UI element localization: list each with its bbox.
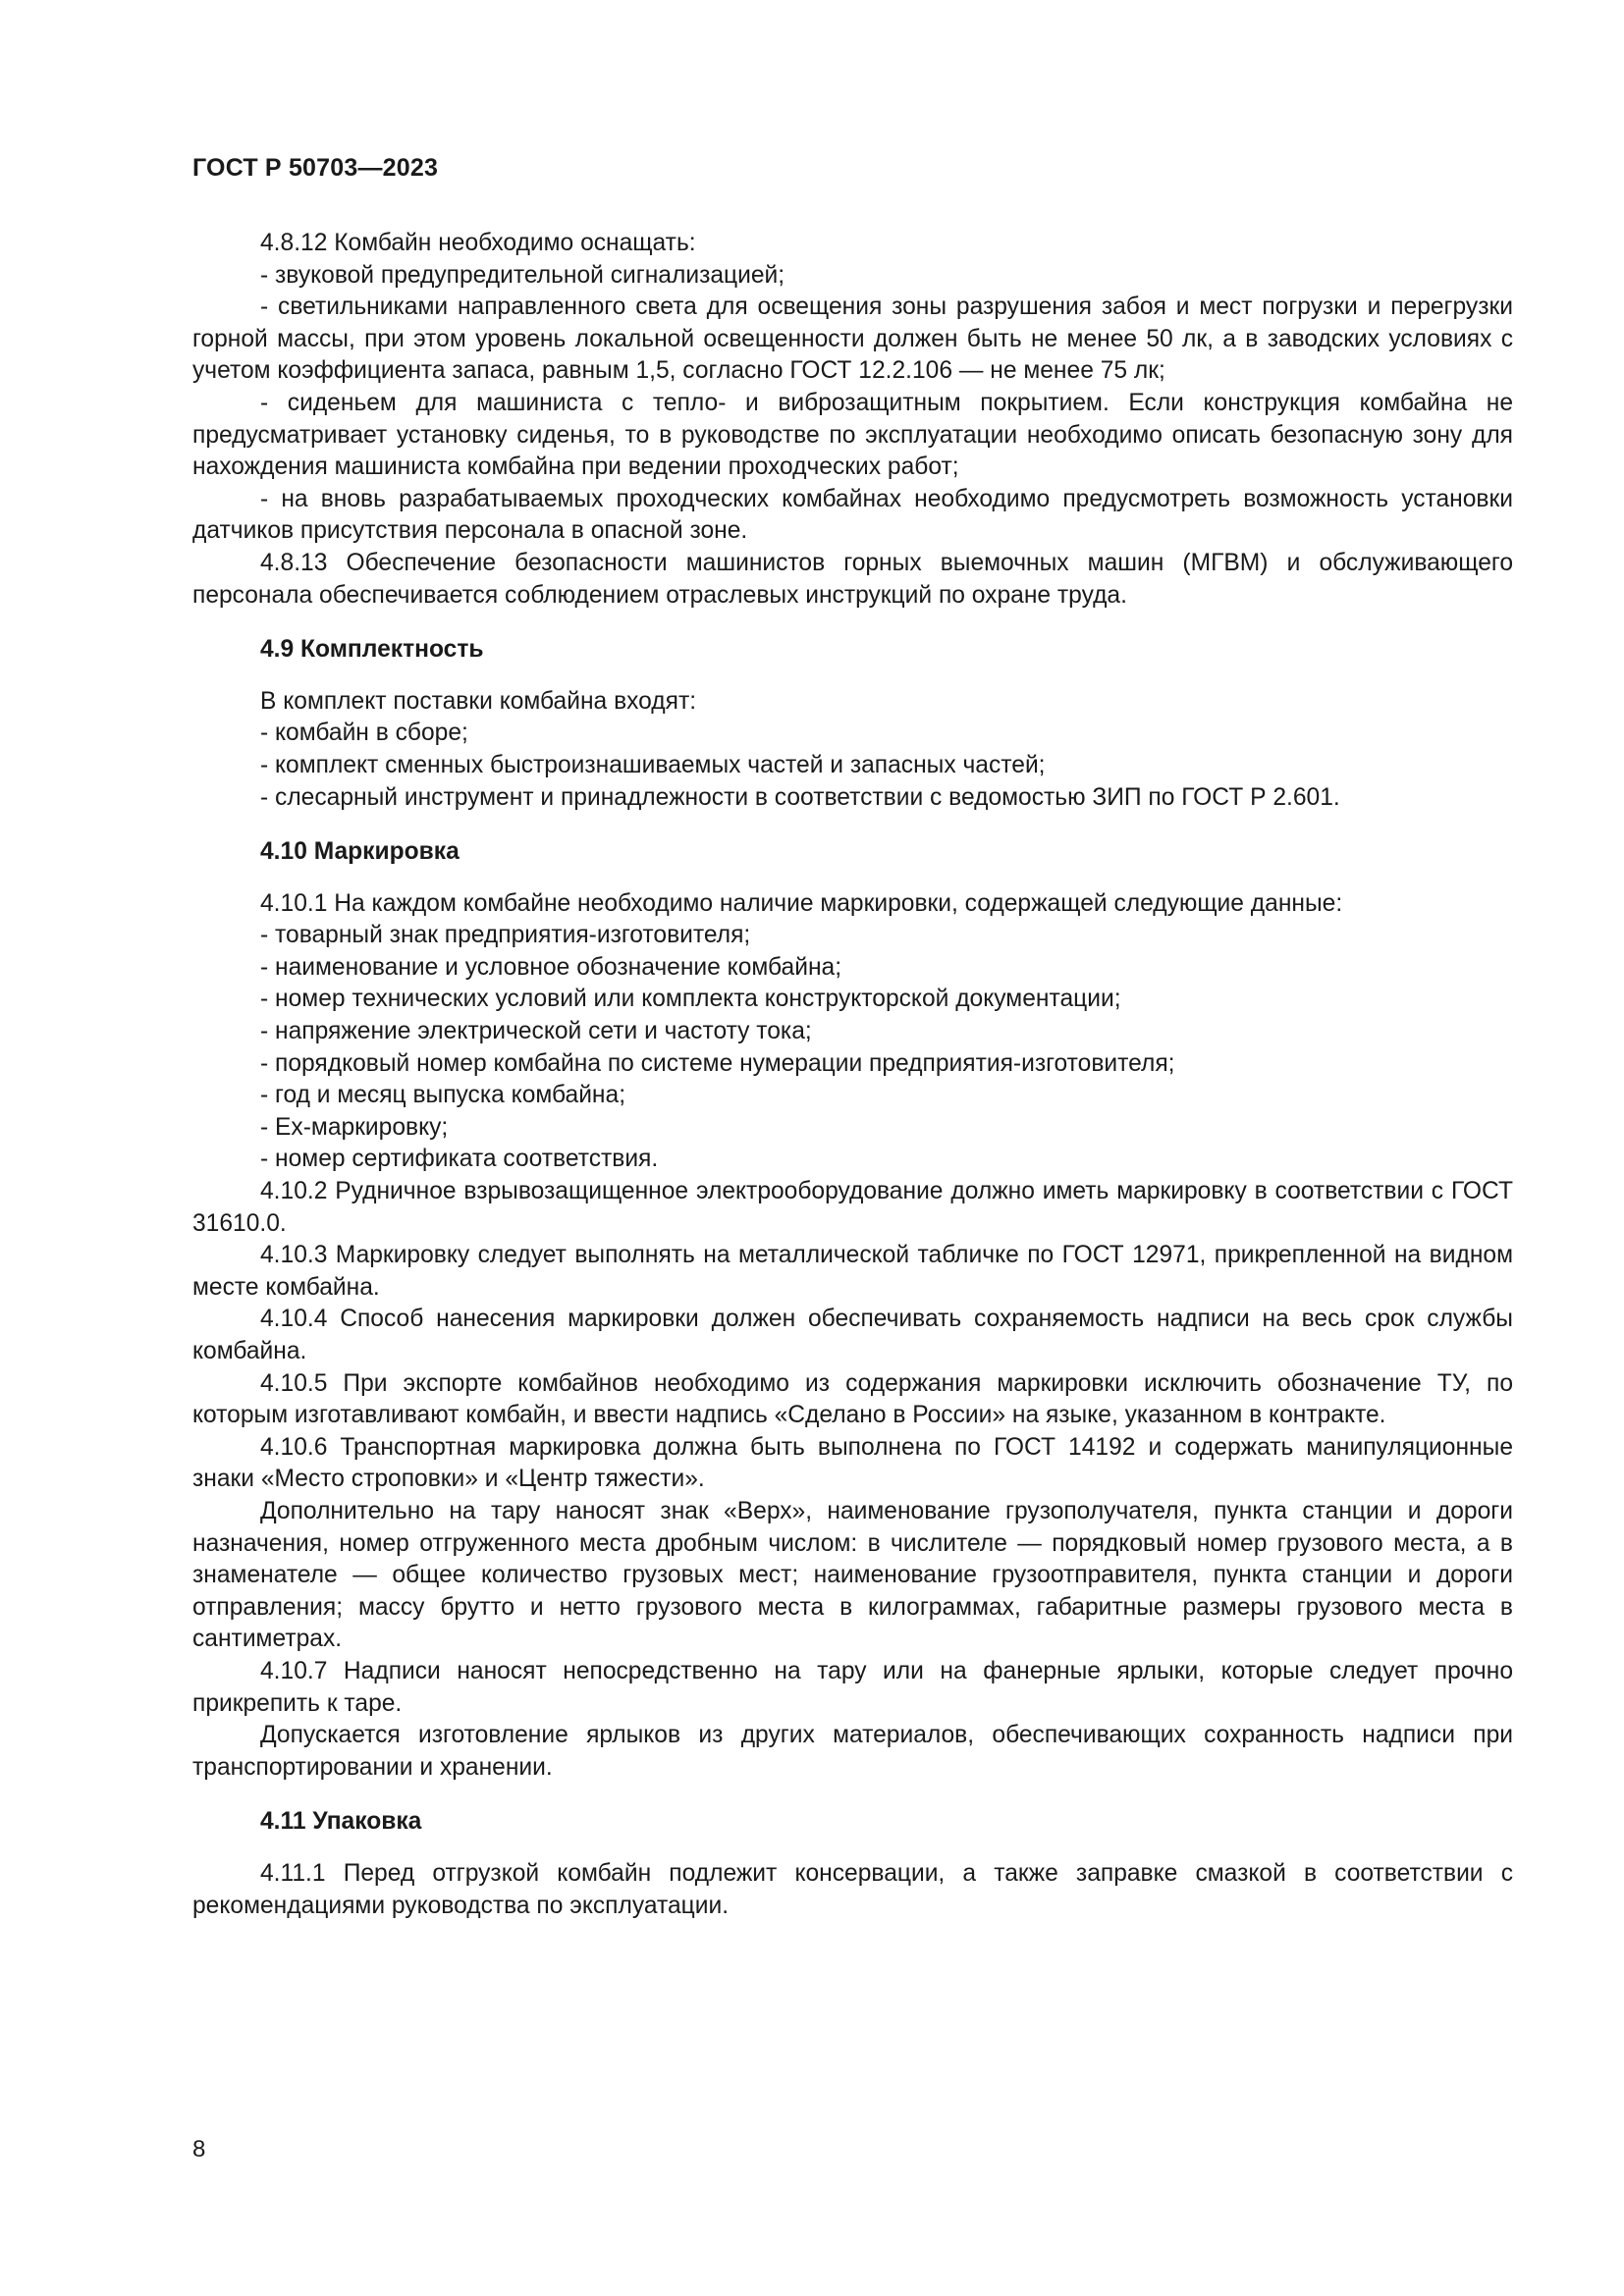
section-heading-4-9: 4.9 Комплектность bbox=[260, 636, 484, 664]
list-item: - на вновь разрабатываемых проходческих комбайнах необходимо предусмотреть возможность установки датчиков присутствия персонала в опасной зоне. bbox=[192, 485, 1513, 545]
list-item: - светильниками направленного света для освещения зоны разрушения забоя и мест погрузки и перегрузки горной массы, при этом уровень локальной освещенности должен быть не менее 50 лк, а в заводских условиях с учетом коэффициента запаса, равным 1,5, согласно ГОСТ 12.2.106 — не менее 75 лк; bbox=[192, 294, 1513, 385]
list-item: - напряжение электрической сети и частоту тока; bbox=[260, 1018, 812, 1045]
list-item: - сиденьем для машиниста с тепло- и виброзащитным покрытием. Если конструкция комбайна не предусматривает установку сиденья, то в руководстве по эксплуатации необходимо описать безопасную зону для нахождения машиниста комбайна при ведении проходческих работ; bbox=[192, 389, 1513, 481]
list-item: - товарный знак предприятия-изготовителя; bbox=[260, 922, 751, 949]
paragraph-4-10-7: 4.10.7 Надписи наносят непосредственно на тару или на фанерные ярлыки, которые следует прочно прикрепить к таре. bbox=[192, 1657, 1513, 1717]
paragraph-4-10-4: 4.10.4 Способ нанесения маркировки должен обеспечивать сохраняемость надписи на весь срок службы комбайна. bbox=[192, 1306, 1513, 1364]
list-item: - звуковой предупредительной сигнализацией; bbox=[260, 261, 785, 289]
list-item: - год и месяц выпуска комбайна; bbox=[260, 1082, 626, 1109]
list-item: - комбайн в сборе; bbox=[260, 720, 468, 747]
document-body bbox=[192, 228, 1513, 1922]
paragraph-4-8-12: 4.8.12 Комбайн необходимо оснащать: bbox=[260, 230, 696, 256]
paragraph-4-10-5: 4.10.5 При экспорте комбайнов необходимо из содержания маркировки исключить обозначение ТУ, по которым изготавливают комбайн, и ввести надпись «Сделано в России» на языке, указанном в контракте. bbox=[192, 1369, 1513, 1429]
list-item: - номер сертификата соответствия. bbox=[260, 1146, 659, 1173]
section-heading-4-11: 4.11 Упаковка bbox=[260, 1808, 422, 1836]
list-item: - комплект сменных быстроизнашиваемых частей и запасных частей; bbox=[260, 751, 1046, 778]
section-heading-4-10: 4.10 Маркировка bbox=[260, 838, 460, 866]
list-item: - номер технических условий или комплекта конструкторской документации; bbox=[260, 986, 1121, 1013]
page-number: 8 bbox=[192, 2136, 206, 2163]
list-item: - наименование и условное обозначение комбайна; bbox=[260, 953, 842, 981]
paragraph-4-10-6: 4.10.6 Транспортная маркировка должна быть выполнена по ГОСТ 14192 и содержать манипуляционные знаки «Место строповки» и «Центр тяжести». bbox=[192, 1433, 1513, 1493]
list-item: - слесарный инструмент и принадлежности в соответствии с ведомостью ЗИП по ГОСТ Р 2.601. bbox=[260, 783, 1340, 811]
list-item: - порядковый номер комбайна по системе нумерации предприятия-изготовителя; bbox=[260, 1049, 1175, 1077]
paragraph: Допускается изготовление ярлыков из других материалов, обеспечивающих сохранность надписи при транспортировании и хранении. bbox=[192, 1722, 1513, 1781]
paragraph-4-11-1: 4.11.1 Перед отгрузкой комбайн подлежит консервации, а также заправке смазкой в соответствии с рекомендациями руководства по эксплуатации. bbox=[192, 1859, 1513, 1919]
paragraph-4-10-2: 4.10.2 Рудничное взрывозащищенное электрооборудование должно иметь маркировку в соответствии с ГОСТ 31610.0. bbox=[192, 1178, 1513, 1237]
paragraph: Дополнительно на тару наносят знак «Верх», наименование грузополучателя, пункта станции и дороги назначения, номер отгруженного места дробным числом: в числителе — порядковый номер грузового места, а в знаменателе — общее количество грузовых мест; наименование грузоотправителя, пункта станции и дороги отправления; массу брутто и нетто грузового места в килограммах, габаритные размеры грузового места в сантиметрах. bbox=[192, 1497, 1513, 1653]
document-code-header: ГОСТ Р 50703—2023 bbox=[192, 154, 439, 182]
paragraph-4-10-1: 4.10.1 На каждом комбайне необходимо наличие маркировки, содержащей следующие данные: bbox=[260, 889, 1343, 917]
paragraph-4-10-3: 4.10.3 Маркировку следует выполнять на металлической табличке по ГОСТ 12971, прикрепленной на видном месте комбайна. bbox=[192, 1242, 1513, 1301]
paragraph: В комплект поставки комбайна входят: bbox=[260, 687, 697, 715]
paragraph-4-8-13: 4.8.13 Обеспечение безопасности машинистов горных выемочных машин (МГВМ) и обслуживающего персонала обеспечивается соблюдением отраслевых инструкций по охране труда. bbox=[192, 549, 1513, 609]
list-item: - Ех-маркировку; bbox=[260, 1113, 449, 1141]
